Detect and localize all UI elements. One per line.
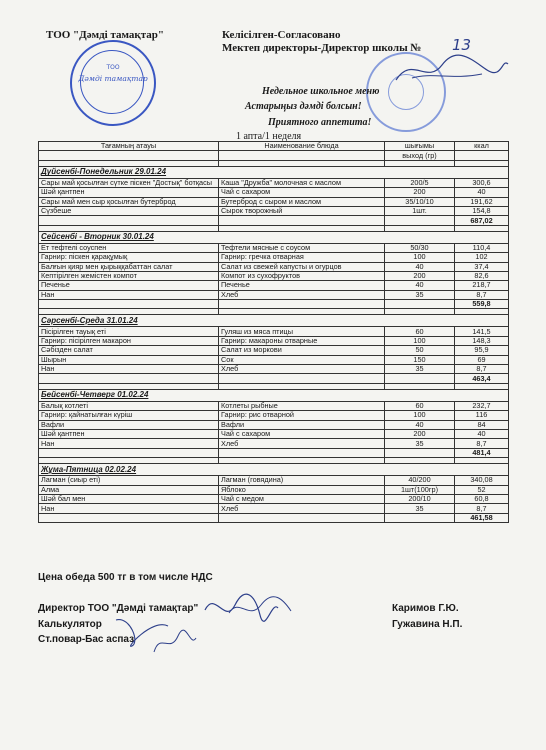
dish-yield: 100 xyxy=(385,336,455,345)
dish-yield: 35 xyxy=(385,290,455,299)
dish-kcal: 40 xyxy=(455,188,509,197)
dish-name-kz: Алма xyxy=(39,485,219,494)
dish-yield: 1шт(100гр) xyxy=(385,485,455,494)
cook-label: Ст.повар-Бас аспаз xyxy=(38,634,135,645)
dish-yield: 35 xyxy=(385,439,455,448)
dish-name-ru: Салат из свежей капусты и огурцов xyxy=(219,262,385,271)
dish-yield: 40 xyxy=(385,262,455,271)
header-kcal: ккал xyxy=(455,142,509,151)
dish-name-kz: Ет тефтелі соуспен xyxy=(39,243,219,252)
footer-signature-2 xyxy=(225,595,295,625)
day-row xyxy=(39,231,509,243)
table-header-row xyxy=(39,142,509,151)
table-row xyxy=(39,281,509,290)
dish-name-ru: Котлеты рыбные xyxy=(219,401,385,410)
dish-yield: 200 xyxy=(385,188,455,197)
dish-kcal: 8,7 xyxy=(455,504,509,513)
lunch-price: Цена обеда 500 тг в том числе НДС xyxy=(38,572,213,583)
dish-name-ru: Сырок творожный xyxy=(219,206,385,215)
day-title: Сейсенбі - Вторник 30.01.24 xyxy=(39,231,509,243)
dish-name-ru: Чай с медом xyxy=(219,494,385,503)
dish-name-kz: Шәй қантпен xyxy=(39,429,219,438)
dish-yield: 35 xyxy=(385,365,455,374)
day-total-kcal: 481,4 xyxy=(455,448,509,457)
dish-kcal: 300,6 xyxy=(455,178,509,187)
dish-kcal: 52 xyxy=(455,485,509,494)
dish-name-ru: Сок xyxy=(219,355,385,364)
dish-yield: 200 xyxy=(385,429,455,438)
table-header-row-2 xyxy=(39,151,509,160)
dish-name-ru: Бутерброд с сыром и маслом xyxy=(219,197,385,206)
dish-name-ru: Чай с сахаром xyxy=(219,188,385,197)
dish-name-kz: Сары май мен сыр қосылған бутерброд xyxy=(39,197,219,206)
table-row xyxy=(39,178,509,187)
table-row xyxy=(39,411,509,420)
dish-kcal: 8,7 xyxy=(455,365,509,374)
dish-kcal: 95,9 xyxy=(455,346,509,355)
dish-yield: 100 xyxy=(385,253,455,262)
dish-name-kz: Нан xyxy=(39,504,219,513)
director-signature xyxy=(392,50,512,90)
menu-title: Недельное школьное меню xyxy=(262,86,380,97)
dish-name-ru: Хлеб xyxy=(219,504,385,513)
header-yield: шығымы xyxy=(385,142,455,151)
dish-name-kz: Балғын қияр мен қырыққабаттан салат xyxy=(39,262,219,271)
dish-kcal: 84 xyxy=(455,420,509,429)
day-row xyxy=(39,166,509,178)
dish-yield: 100 xyxy=(385,411,455,420)
footer-signature-4 xyxy=(150,628,198,658)
director-label: Директор ТОО "Дәмді тамақтар" xyxy=(38,603,199,614)
table-row xyxy=(39,206,509,215)
dish-yield: 50/30 xyxy=(385,243,455,252)
dish-name-ru: Гарнир: рис отварной xyxy=(219,411,385,420)
dish-name-kz: Балық котлеті xyxy=(39,401,219,410)
dish-name-ru: Хлеб xyxy=(219,439,385,448)
menu-table-body xyxy=(39,142,509,523)
dish-yield: 60 xyxy=(385,327,455,336)
director-name: Каримов Г.Ю. xyxy=(392,603,459,614)
calculator-label: Калькулятор xyxy=(38,619,102,630)
dish-yield: 40 xyxy=(385,281,455,290)
day-total-kcal: 559,8 xyxy=(455,300,509,309)
dish-kcal: 37,4 xyxy=(455,262,509,271)
header-yield-ru: выход (гр) xyxy=(385,151,455,160)
dish-name-kz: Нан xyxy=(39,290,219,299)
day-title: Жұма-Пятница 02.02.24 xyxy=(39,464,509,476)
dish-yield: 200 xyxy=(385,271,455,280)
dish-name-ru: Гарнир: макароны отварные xyxy=(219,336,385,345)
dish-name-kz: Кептірілген жемістен компот xyxy=(39,271,219,280)
day-title: Дүйсенбі-Понедельник 29.01.24 xyxy=(39,166,509,178)
dish-name-kz: Нан xyxy=(39,439,219,448)
dish-kcal: 8,7 xyxy=(455,439,509,448)
week-label: 1 апта/1 неделя xyxy=(236,131,302,142)
approval-line-2: Мектеп директоры-Директор школы № xyxy=(222,42,422,54)
day-total-kcal: 463,4 xyxy=(455,374,509,383)
total-row xyxy=(39,216,509,225)
menu-greeting-kz: Астарыңыз дәмді болсын! xyxy=(245,101,362,112)
dish-name-kz: Сәбізден салат xyxy=(39,346,219,355)
header-name-ru: Наименование блюда xyxy=(219,142,385,151)
dish-name-ru: Печенье xyxy=(219,281,385,290)
total-row xyxy=(39,448,509,457)
dish-name-ru: Компот из сухофруктов xyxy=(219,271,385,280)
dish-name-kz: Печенье xyxy=(39,281,219,290)
menu-greeting-ru: Приятного аппетита! xyxy=(268,117,372,128)
dish-name-ru: Вафли xyxy=(219,420,385,429)
dish-name-kz: Пісірілген тауық еті xyxy=(39,327,219,336)
dish-yield: 150 xyxy=(385,355,455,364)
dish-name-ru: Хлеб xyxy=(219,290,385,299)
day-total-kcal: 461,58 xyxy=(455,513,509,522)
table-row xyxy=(39,327,509,336)
header-name-kz: Тағамның атауы xyxy=(39,142,219,151)
day-row xyxy=(39,315,509,327)
company-stamp xyxy=(70,40,156,126)
table-row xyxy=(39,420,509,429)
dish-name-ru: Яблоко xyxy=(219,485,385,494)
dish-name-ru: Гарнир: гречка отварная xyxy=(219,253,385,262)
day-row xyxy=(39,464,509,476)
menu-table xyxy=(38,141,509,523)
dish-name-kz: Лагман (сиыр еті) xyxy=(39,476,219,485)
dish-yield: 40 xyxy=(385,420,455,429)
dish-yield: 50 xyxy=(385,346,455,355)
table-row xyxy=(39,271,509,280)
table-row xyxy=(39,290,509,299)
dish-kcal: 40 xyxy=(455,429,509,438)
dish-name-ru: Хлеб xyxy=(219,365,385,374)
day-total-kcal: 687,02 xyxy=(455,216,509,225)
table-row xyxy=(39,197,509,206)
dish-name-ru: Каша "Дружба" молочная с маслом xyxy=(219,178,385,187)
company-name: ТОО "Дәмді тамақтар" xyxy=(46,29,165,41)
dish-yield: 1шт. xyxy=(385,206,455,215)
table-row xyxy=(39,494,509,503)
dish-kcal: 102 xyxy=(455,253,509,262)
approval-line-1: Келісілген-Согласовано xyxy=(222,29,341,41)
day-title: Бейсенбі-Четверг 01.02.24 xyxy=(39,389,509,401)
dish-kcal: 232,7 xyxy=(455,401,509,410)
dish-kcal: 191,62 xyxy=(455,197,509,206)
total-row xyxy=(39,513,509,522)
dish-name-kz: Нан xyxy=(39,365,219,374)
dish-kcal: 218,7 xyxy=(455,281,509,290)
table-row xyxy=(39,336,509,345)
dish-yield: 35 xyxy=(385,504,455,513)
dish-name-kz: Гарнир: піскен қарақұмық xyxy=(39,253,219,262)
dish-name-kz: Гарнир: қайнатылған күріш xyxy=(39,411,219,420)
table-row xyxy=(39,346,509,355)
day-title: Сәрсенбі-Среда 31.01.24 xyxy=(39,315,509,327)
dish-name-ru: Чай с сахаром xyxy=(219,429,385,438)
dish-kcal: 110,4 xyxy=(455,243,509,252)
dish-kcal: 141,5 xyxy=(455,327,509,336)
day-row xyxy=(39,389,509,401)
dish-kcal: 116 xyxy=(455,411,509,420)
table-row xyxy=(39,365,509,374)
table-row xyxy=(39,429,509,438)
dish-kcal: 8,7 xyxy=(455,290,509,299)
table-row xyxy=(39,485,509,494)
table-row xyxy=(39,401,509,410)
stamp-small-text: ТОО xyxy=(106,64,120,71)
table-row xyxy=(39,476,509,485)
table-row xyxy=(39,253,509,262)
table-row xyxy=(39,355,509,364)
stamp-company-text: Дәмді тамақтар xyxy=(78,74,148,83)
dish-name-ru: Лагман (говядина) xyxy=(219,476,385,485)
dish-kcal: 60,8 xyxy=(455,494,509,503)
dish-name-kz: Шырын xyxy=(39,355,219,364)
dish-name-kz: Шәй бал мен xyxy=(39,494,219,503)
school-number: 13 xyxy=(452,36,472,54)
dish-yield: 200/10 xyxy=(385,494,455,503)
dish-kcal: 69 xyxy=(455,355,509,364)
dish-yield: 200/5 xyxy=(385,178,455,187)
calculator-name: Гужавина Н.П. xyxy=(392,619,463,630)
table-row xyxy=(39,504,509,513)
table-row xyxy=(39,262,509,271)
dish-yield: 40/200 xyxy=(385,476,455,485)
dish-name-ru: Тефтели мясные с соусом xyxy=(219,243,385,252)
dish-name-ru: Салат из моркови xyxy=(219,346,385,355)
dish-kcal: 148,3 xyxy=(455,336,509,345)
dish-name-kz: Шәй қантпен xyxy=(39,188,219,197)
dish-name-ru: Гуляш из мяса птицы xyxy=(219,327,385,336)
dish-name-kz: Гарнир: пісірілген макарон xyxy=(39,336,219,345)
table-row xyxy=(39,188,509,197)
table-row xyxy=(39,243,509,252)
dish-name-kz: Сары май қосылған сүтке піскен "Достық" ботқасы xyxy=(39,178,219,187)
table-row xyxy=(39,439,509,448)
dish-kcal: 154,8 xyxy=(455,206,509,215)
dish-kcal: 82,6 xyxy=(455,271,509,280)
dish-name-kz: Сүзбеше xyxy=(39,206,219,215)
dish-name-kz: Вафли xyxy=(39,420,219,429)
dish-yield: 35/10/10 xyxy=(385,197,455,206)
total-row xyxy=(39,300,509,309)
dish-yield: 60 xyxy=(385,401,455,410)
total-row xyxy=(39,374,509,383)
dish-kcal: 340,08 xyxy=(455,476,509,485)
